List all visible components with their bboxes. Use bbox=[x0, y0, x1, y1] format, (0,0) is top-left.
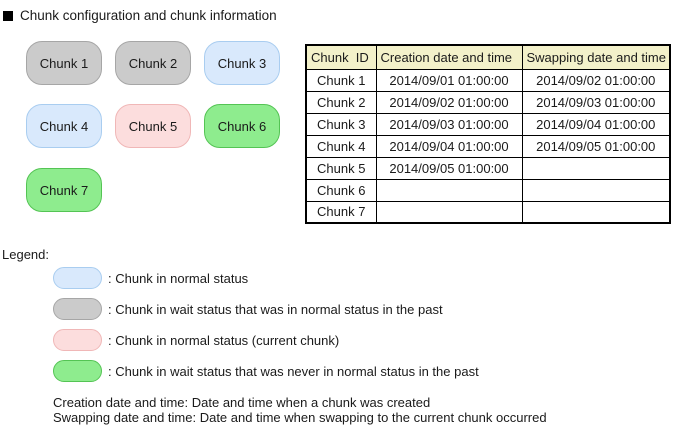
footnote-line: Swapping date and time: Date and time when swapping to the current chunk occurred bbox=[53, 409, 547, 425]
creation-date-cell bbox=[376, 179, 522, 201]
chunk-node-chunk-4: Chunk 4 bbox=[26, 104, 102, 148]
legend-item-label: : Chunk in wait status that was in normal status in the past bbox=[108, 301, 443, 317]
table-row bbox=[306, 69, 670, 91]
table-row bbox=[306, 179, 670, 201]
chunk-id-cell: Chunk 6 bbox=[306, 179, 376, 201]
table-row bbox=[306, 113, 670, 135]
chunk-id-cell: Chunk 7 bbox=[306, 201, 376, 223]
footnote-line: Creation date and time: Date and time when a chunk was created bbox=[53, 395, 431, 410]
table-header bbox=[306, 45, 670, 69]
legend-swatch-current bbox=[53, 329, 102, 351]
legend-swatch-wait-past-normal bbox=[53, 298, 102, 320]
swapping-date-cell: 2014/09/04 01:00:00 bbox=[522, 113, 670, 135]
chunk-node-chunk-7: Chunk 7 bbox=[26, 168, 102, 212]
section-title-text: Chunk configuration and chunk information bbox=[20, 8, 277, 23]
footnotes bbox=[53, 396, 547, 425]
table-row bbox=[306, 135, 670, 157]
creation-date-cell: 2014/09/05 01:00:00 bbox=[376, 157, 522, 179]
legend-swatch-normal bbox=[53, 267, 102, 289]
chunk-id-cell: Chunk 3 bbox=[306, 113, 376, 135]
swapping-date-cell bbox=[522, 157, 670, 179]
legend-item-label: : Chunk in wait status that was never in normal status in the past bbox=[108, 363, 479, 379]
chunk-node-chunk-3: Chunk 3 bbox=[204, 41, 280, 85]
legend-swatch-wait-never-normal bbox=[53, 360, 102, 382]
swapping-date-cell: 2014/09/02 01:00:00 bbox=[522, 69, 670, 91]
legend-item-normal bbox=[53, 267, 248, 289]
section-title bbox=[3, 8, 277, 23]
header-creation-date: Creation date and time bbox=[376, 45, 522, 69]
legend-item-label: : Chunk in normal status bbox=[108, 270, 249, 286]
chunk-node-chunk-2: Chunk 2 bbox=[115, 41, 191, 85]
creation-date-cell: 2014/09/04 01:00:00 bbox=[376, 135, 522, 157]
header-swapping-date: Swapping date and time bbox=[522, 45, 670, 69]
creation-date-cell: 2014/09/02 01:00:00 bbox=[376, 91, 522, 113]
chunk-node-chunk-5: Chunk 5 bbox=[115, 104, 191, 148]
swapping-date-cell bbox=[522, 201, 670, 223]
table-row bbox=[306, 91, 670, 113]
table-body bbox=[306, 69, 670, 223]
header-chunk-id: Chunk ID bbox=[306, 45, 376, 69]
chunk-id-cell: Chunk 2 bbox=[306, 91, 376, 113]
swapping-date-cell: 2014/09/05 01:00:00 bbox=[522, 135, 670, 157]
legend-item-wait-past-normal bbox=[53, 298, 443, 320]
chunk-node-chunk-1: Chunk 1 bbox=[26, 41, 102, 85]
chunk-id-cell: Chunk 5 bbox=[306, 157, 376, 179]
legend-title: Legend: bbox=[2, 247, 49, 262]
table-header-row bbox=[306, 45, 670, 69]
chunk-id-cell: Chunk 4 bbox=[306, 135, 376, 157]
legend-item-label: : Chunk in normal status (current chunk) bbox=[108, 332, 340, 348]
swapping-date-cell bbox=[522, 179, 670, 201]
swapping-date-cell: 2014/09/03 01:00:00 bbox=[522, 91, 670, 113]
legend-item-current bbox=[53, 329, 339, 351]
creation-date-cell: 2014/09/01 01:00:00 bbox=[376, 69, 522, 91]
creation-date-cell bbox=[376, 201, 522, 223]
chunk-id-cell: Chunk 1 bbox=[306, 69, 376, 91]
section-marker-icon bbox=[3, 11, 13, 21]
chunk-node-chunk-6: Chunk 6 bbox=[204, 104, 280, 148]
chunk-information-table bbox=[305, 44, 671, 224]
legend-item-wait-never-normal bbox=[53, 360, 479, 382]
table-row bbox=[306, 157, 670, 179]
creation-date-cell: 2014/09/03 01:00:00 bbox=[376, 113, 522, 135]
table-row bbox=[306, 201, 670, 223]
